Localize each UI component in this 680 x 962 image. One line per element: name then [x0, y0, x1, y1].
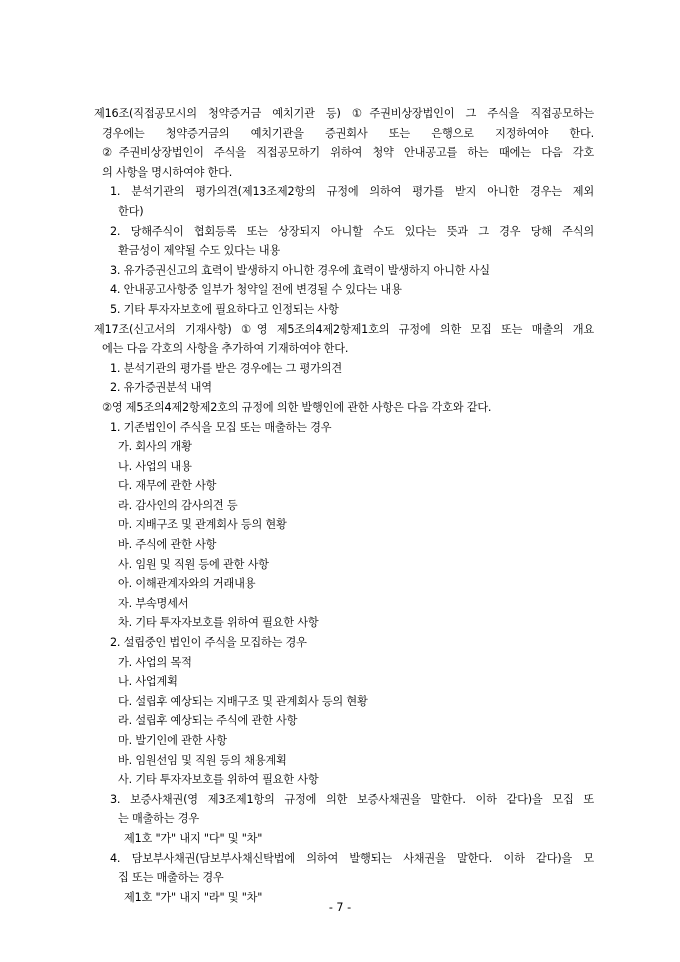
list-item: 3. 유가증권신고의 효력이 발생하지 아니한 경우에 효력이 발생하지 아니한 사실: [110, 263, 490, 277]
list-item: 차. 기타 투자자보호를 위하여 필요한 사항: [118, 616, 319, 630]
list-item: 4. 안내공고사항중 일부가 청약일 전에 변경될 수 있다는 내용: [110, 283, 402, 297]
page-number: - 7 -: [328, 901, 352, 914]
list-item: 다. 재무에 관한 사항: [118, 479, 217, 493]
list-item: 자. 부속명세서: [118, 596, 189, 610]
text-line: ②영 제5조의4제2항제2호의 규정에 의한 발행인에 관한 사항은 다음 각호와 같다.: [102, 400, 492, 414]
document-body: [94, 104, 594, 907]
list-item: 다. 설립후 예상되는 지배구조 및 관계회사 등의 현황: [118, 694, 368, 708]
text-line: 제16조(직접공모시의 청약증거금 예치기관 등) ①주권비상장법인이 그 주식을 직접공모하는: [94, 107, 594, 120]
list-item: 가. 회사의 개황: [118, 440, 192, 454]
text-line: 환금성이 제약될 수도 있다는 내용: [118, 244, 280, 258]
list-item: 가. 사업의 목적: [118, 655, 192, 669]
list-item: 1. 기존법인이 주식을 모집 또는 매출하는 경우: [110, 420, 332, 434]
list-item: 라. 감사인의 감사의견 등: [118, 498, 238, 512]
list-item: 바. 임원선임 및 직원 등의 채용계획: [118, 753, 287, 767]
text-line: 제1호 "가" 내지 "라" 및 "차": [124, 890, 263, 904]
list-item: 1. 분석기관의 평가를 받은 경우에는 그 평가의견: [110, 361, 342, 375]
list-item: 아. 이해관계자와의 거래내용: [118, 577, 256, 591]
text-line: 의 사항을 명시하여야 한다.: [102, 165, 233, 179]
text-line: 에는 다음 각호의 사항을 추가하여 기재하여야 한다.: [102, 342, 349, 356]
text-line: 제17조(신고서의 기재사항) ①영 제5조의4제2항제1호의 규정에 의한 모집 또는 매출의 개요: [94, 322, 594, 336]
list-item: 바. 주식에 관한 사항: [118, 538, 217, 552]
list-item: 5. 기타 투자자보호에 필요하다고 인정되는 사항: [110, 302, 339, 316]
list-item: 라. 설립후 예상되는 주식에 관한 사항: [118, 714, 298, 728]
text-line: ②주권비상장법인이 주식을 직접공모하기 위하여 청약 안내공고를 하는 때에는 다음 각호: [102, 146, 594, 160]
list-item: 3. 보증사채권(영 제3조제1항의 규정에 의한 보증사채권을 말한다. 이하 같다)을 모집 또: [110, 792, 594, 806]
list-item: 2. 설립중인 법인이 주식을 모집하는 경우: [110, 636, 307, 650]
text-line: 경우에는 청약증거금의 예치기관을 증권회사 또는 은행으로 지정하여야 한다.: [102, 126, 594, 140]
list-item: 마. 발기인에 관한 사항: [118, 734, 227, 747]
list-item: 1. 분석기관의 평가의견(제13조제2항의 규정에 의하여 평가를 받지 아니한 경우는 제외: [110, 185, 594, 199]
list-item: 4. 담보부사채권(담보부사채신탁법에 의하여 발행되는 사채권을 말한다. 이하 같다)을 모: [110, 851, 594, 865]
list-item: 마. 지배구조 및 관계회사 등의 현황: [118, 518, 287, 532]
list-item: 2. 당해주식이 협회등록 또는 상장되지 아니할 수도 있다는 뜻과 그 경우 당해 주식의: [110, 224, 594, 238]
list-item: 사. 기타 투자자보호를 위하여 필요한 사항: [118, 773, 319, 787]
list-item: 사. 임원 및 직원 등에 관한 사항: [118, 557, 269, 571]
text-line: 한다): [118, 204, 144, 218]
list-item: 2. 유가증권분석 내역: [110, 381, 212, 395]
list-item: 나. 사업의 내용: [118, 459, 192, 473]
text-line: 는 매출하는 경우: [118, 812, 199, 826]
text-line: 제1호 "가" 내지 "다" 및 "차": [124, 831, 263, 845]
list-item: 나. 사업계획: [118, 675, 178, 689]
text-line: 집 또는 매출하는 경우: [118, 871, 224, 885]
